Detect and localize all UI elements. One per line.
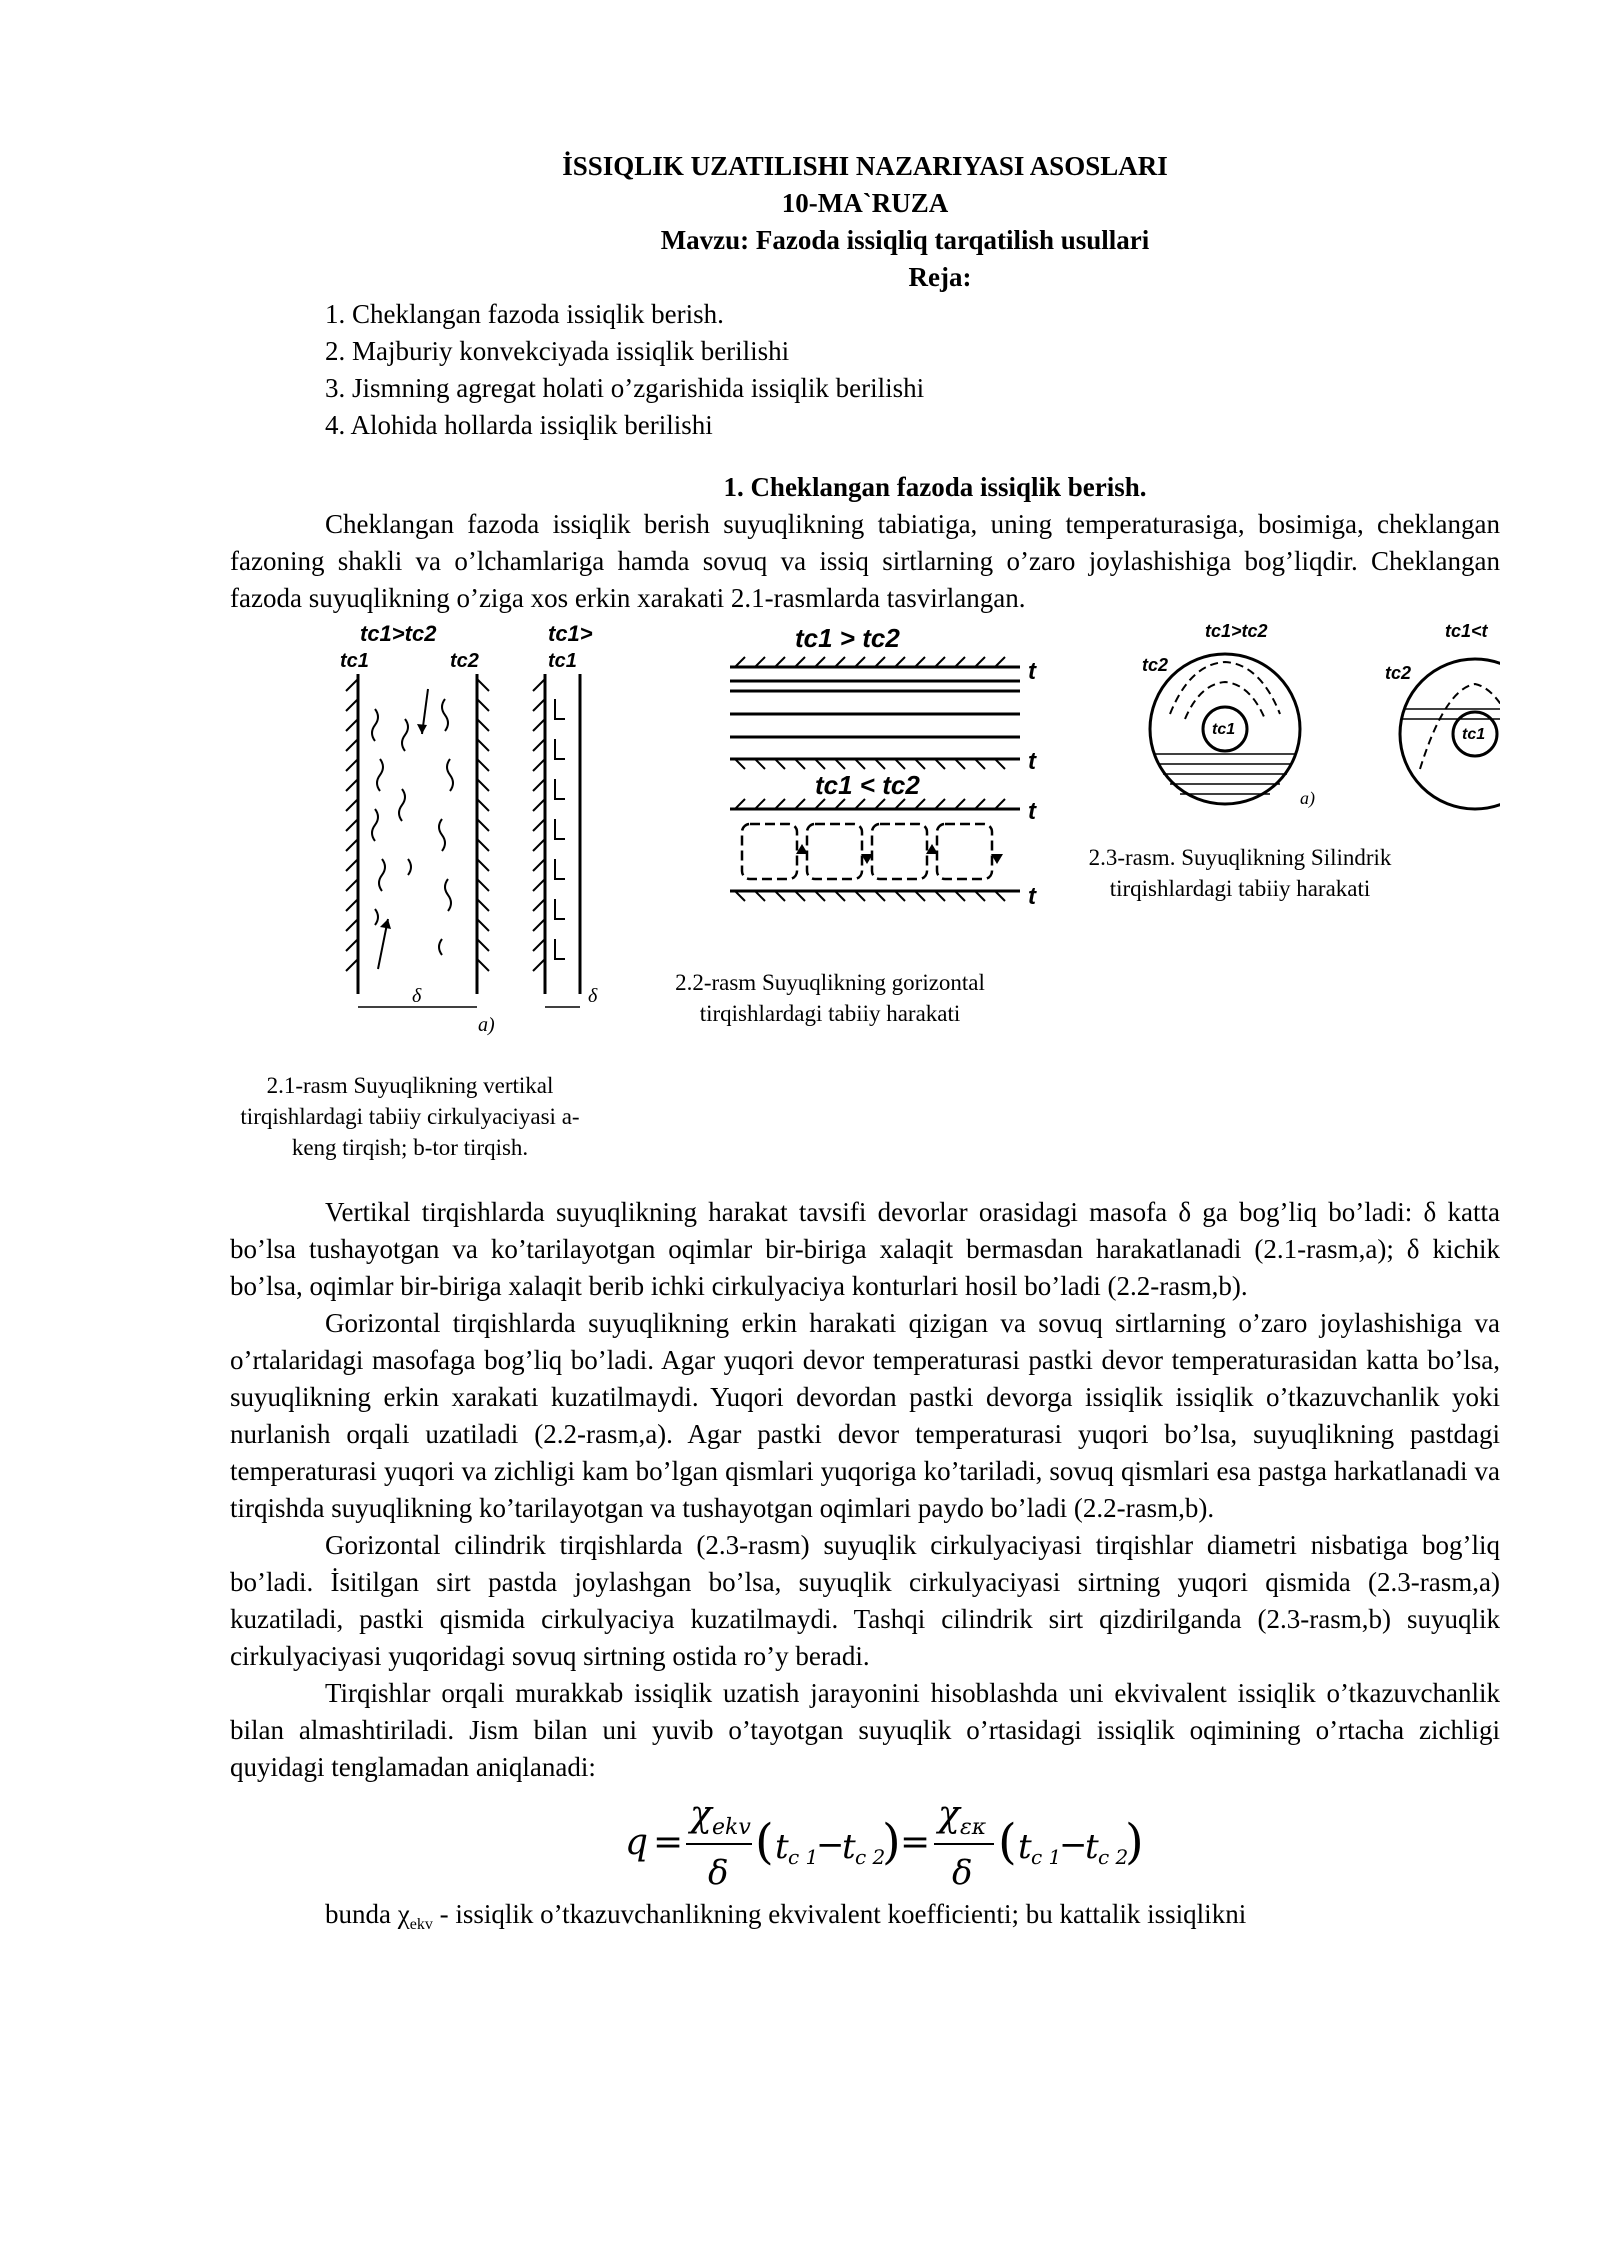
formula-delta-2: δ	[952, 1853, 973, 1893]
plan-heading: Reja:	[908, 262, 972, 292]
svg-text:(: (	[755, 1814, 774, 1870]
fig3-condition-a: tc1>tc2	[1205, 621, 1268, 641]
figure-cylindrical-slots	[1130, 619, 1500, 829]
formula-q: q	[625, 1822, 649, 1863]
fig3-tc2-label-b: tc2	[1385, 663, 1412, 683]
paragraph-equivalent-conductivity: Tirqishlar orqali murakkab issiqlik uzatish jarayonini hisoblashda uni ekvivalent issiqlik o’tkazuvchanlik bilan almashtiriladi. Jism bilan uni yuvib o’tayotgan suyuqlik o’rtasidagi issiqlik oqimining o’rtacha zichligi quyidagi tenglamadan aniqlanadi:	[230, 1678, 1500, 1782]
fig2-bottom-condition: tc1 < tc2	[815, 770, 920, 800]
paragraph-cylindrical-slots: Gorizontal cilindrik tirqishlarda (2.3-rasm) suyuqlik cirkulyaciyasi tirqishlar diametri nisbatiga bog’liq bo’ladi. İsitilgan sirt pastda joylashgan bo’lsa, suyuqlik cirkulyaciyasi sirtning yuqori qismida (2.3-rasm,a) kuzatiladi, pastki qismida cirkulyaciya kuzatilmaydi. Tashqi cilindrik sirt qizdirilganda (2.3-rasm,b) suyuqlik cirkulyaciyasi yuqoridagi sovuq sirtning ostida ro’y beradi.	[230, 1530, 1500, 1671]
formula-chi-1: χ	[690, 1794, 712, 1835]
fig2-t-label-1: t	[1028, 658, 1036, 685]
fig1-delta-label: δ	[412, 985, 422, 1007]
lecture-number: 10-MA`RUZA	[781, 188, 949, 218]
formula-c2-1: c 2	[855, 1845, 886, 1869]
formula-c1-1: c 1	[788, 1845, 819, 1869]
lecture-topic: Mavzu: Fazoda issiqliq tarqatilish usullari	[660, 225, 1150, 255]
plan-item: 3. Jismning agregat holati o’zgarishida issiqlik berilishi	[325, 373, 925, 403]
formula-chi-2: χ	[938, 1794, 960, 1835]
formula-t-3: t	[1018, 1827, 1032, 1867]
plan-item: 4. Alohida hollarda issiqlik berilishi	[325, 410, 713, 440]
formula-eq-1: =	[653, 1822, 684, 1863]
svg-text:): )	[1125, 1814, 1144, 1870]
bunda-chi: χ	[397, 1899, 410, 1929]
formula-t-1: t	[775, 1827, 789, 1867]
figure-2-2-caption: 2.2-rasm Suyuqlikning gorizontal tirqishlardagi tabiiy harakati	[675, 970, 985, 1026]
fig1-condition-a: tc1>tc2	[360, 621, 437, 646]
formula-c2-2: c 2	[1098, 1845, 1129, 1869]
figure-vertical-slots	[330, 619, 610, 1049]
formula-t-2: t	[842, 1827, 856, 1867]
figures-row	[230, 619, 1500, 1194]
paragraph-horizontal-slots: Gorizontal tirqishlarda suyuqlikning erkin harakati qizigan va sovuq sirtlarning o’zaro joylashishiga va o’rtalaridagi masofaga bog’liq bo’ladi. Agar yuqori devor temperaturasi pastki devor temperaturasidan katta bo’lsa, suyuqlikning erkin xarakati kuzatilmaydi. Yuqori devordan pastki devorga issiqlik issiqlik o’tkazuvchanlik yoki nurlanish orqali uzatiladi (2.2-rasm,a). Agar pastki devor temperaturasi yuqori bo’lsa, suyuqlikning pastdagi temperaturasi yuqori va zichligi kam bo’lgan qismlari yuqoriga ko’tariladi, sovuq qismlari esa pastga harkatlanadi va tirqishda suyuqlikning ko’tarilayotgan va tushayotgan oqimlari paydo bo’ladi (2.2-rasm,b).	[230, 1308, 1500, 1523]
section-title: 1. Cheklangan fazoda issiqlik berish.	[723, 472, 1147, 502]
fig1-delta-label-b: δ	[588, 985, 598, 1007]
formula-sub-ekv: ekv	[712, 1815, 751, 1840]
formula-sub-ek: εκ	[960, 1815, 987, 1840]
formula-minus-1: −	[816, 1825, 845, 1865]
formula-svg	[620, 1786, 1220, 1896]
fig3-tc1-label-b: tc1	[1462, 726, 1486, 743]
fig2-t-label-2: t	[1028, 748, 1036, 775]
formula-minus-2: −	[1059, 1825, 1088, 1865]
formula-eq-2: =	[900, 1822, 931, 1863]
fig3-condition-b: tc1<t	[1445, 621, 1488, 641]
fig3-a-label: a)	[1300, 788, 1315, 808]
fig1-a-label: a)	[478, 1014, 495, 1036]
bunda-sub: ekv	[409, 1916, 433, 1933]
figure-2-1-caption: 2.1-rasm Suyuqlikning vertikal tirqishlardagi tabiiy cirkulyaciyasi a-keng tirqish; b-tor tirqish.	[240, 1073, 580, 1160]
fig1-tc1-label-b: tc1	[548, 650, 577, 672]
formula-delta-1: δ	[708, 1853, 729, 1893]
document-page	[230, 148, 1500, 1943]
fig2-t-label-4: t	[1028, 883, 1036, 910]
plan-list	[325, 296, 1500, 444]
fig2-t-label-3: t	[1028, 798, 1036, 825]
fig1-tc1-label: tc1	[340, 650, 369, 672]
fig3-tc1-label: tc1	[1212, 721, 1236, 738]
plan-item: 2. Majburiy konvekciyada issiqlik berilishi	[325, 336, 790, 366]
paragraph-vertical-slots: Vertikal tirqishlarda suyuqlikning harakat tavsifi devorlar orasidagi masofa δ ga bog’liq bo’ladi: δ katta bo’lsa tushayotgan va ko’tarilayotgan oqimlar bir-biriga xalaqit bermasdan harakatlanadi (2.1-rasm,a); δ kichik bo’lsa, oqimlar bir-biriga xalaqit berib ichki cirkulyaciya konturlari hosil bo’ladi (2.2-rasm,b).	[230, 1197, 1500, 1301]
bunda-rest: - issiqlik o’tkazuvchanlikning ekvivalent koefficienti; bu kattalik issiqlikni	[432, 1899, 1247, 1929]
formula-c1-2: c 1	[1031, 1845, 1062, 1869]
intro-paragraph: Cheklangan fazoda issiqlik berish suyuqlikning tabiatiga, uning temperaturasiga, bosimiga, cheklangan fazoning shakli va o’lchamlariga hamda sovuq va issiq sirtlarning o’zaro joylashishiga bog’liqdir. Cheklangan fazoda suyuqlikning o’ziga xos erkin xarakati 2.1-rasmlarda tasvirlangan.	[230, 509, 1500, 613]
heat-flux-formula	[230, 1786, 1500, 1896]
bunda-prefix: bunda	[325, 1899, 398, 1929]
fig1-condition-b: tc1>	[548, 621, 593, 646]
formula-t-4: t	[1085, 1827, 1099, 1867]
figure-horizontal-slots	[710, 619, 1050, 949]
paragraph-bunda	[230, 1896, 1500, 1943]
svg-text:): )	[882, 1814, 901, 1870]
fig3-tc2-label: tc2	[1142, 655, 1169, 675]
svg-text:(: (	[998, 1814, 1017, 1870]
document-title: İSSIQLIK UZATILISHI NAZARIYASI ASOSLARI	[562, 151, 1168, 181]
fig2-top-condition: tc1 > tc2	[795, 623, 900, 653]
plan-item: 1. Cheklangan fazoda issiqlik berish.	[325, 299, 724, 329]
figure-2-3-caption: 2.3-rasm. Suyuqlikning Silindrik tirqishlardagi tabiiy harakati	[1088, 845, 1392, 901]
fig1-tc2-label: tc2	[450, 650, 479, 672]
